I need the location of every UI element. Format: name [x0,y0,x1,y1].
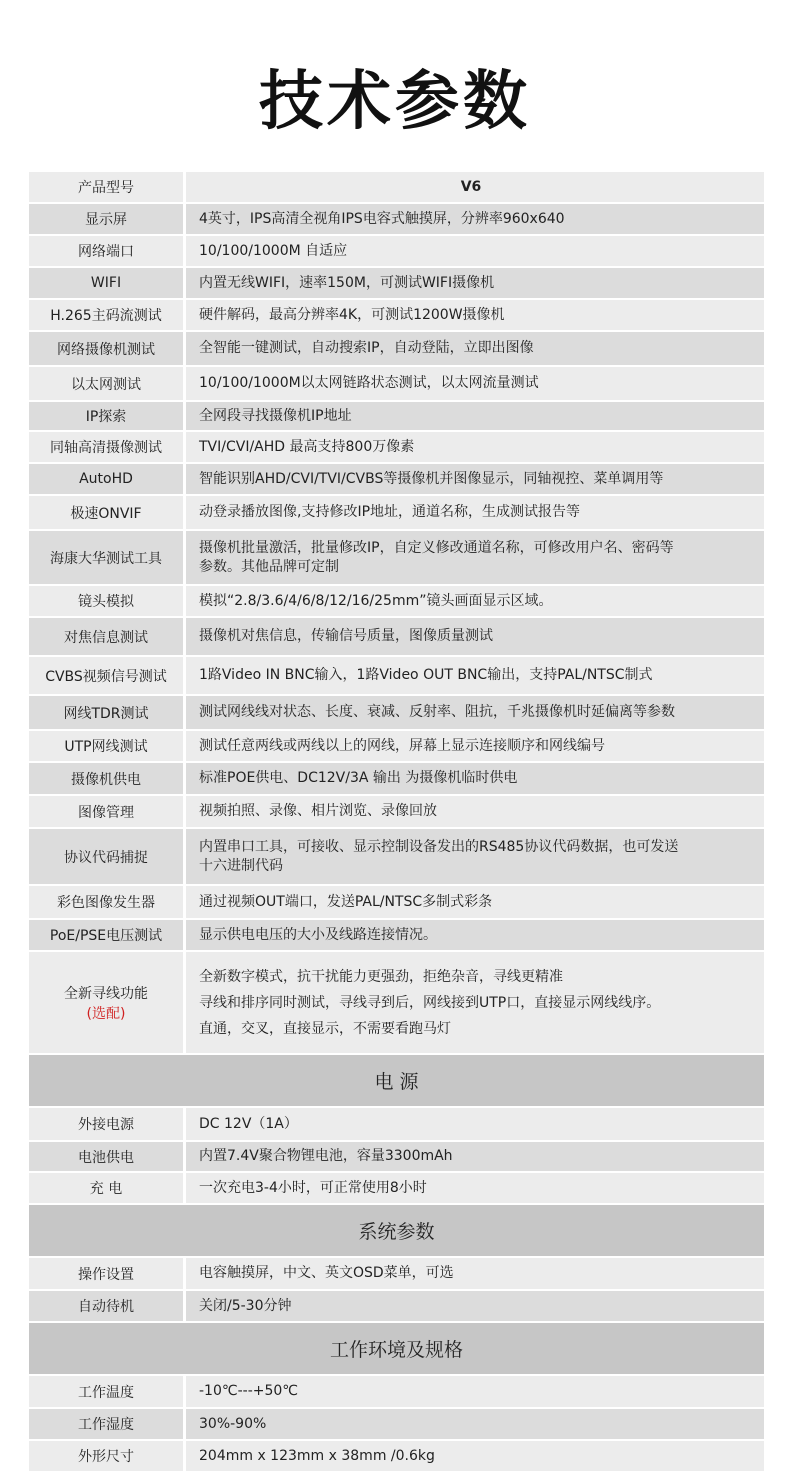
table-row [29,696,764,731]
row-value-line: 摄像机批量激活，批量修改IP，自定义修改通道名称，可修改用户名、密码等 [199,539,674,556]
row-value-line: 视频拍照、录像、相片浏览、录像回放 [199,803,437,819]
row-value [186,236,764,266]
row-label-text: 操作设置 [78,1266,134,1283]
row-value [186,531,764,584]
row-value-line: V6 [460,178,482,195]
row-label [29,464,186,494]
row-value-line: 全网段寻找摄像机IP地址 [199,407,352,424]
row-value [186,332,764,365]
table-row [29,432,764,464]
system-table [29,1258,764,1323]
row-label [29,367,186,400]
row-label-text: 网络端口 [78,244,134,260]
table-row [29,1409,764,1441]
section-header-power: 电 源 [29,1055,764,1108]
row-label-text: 图像管理 [78,804,134,821]
row-label-text: UTP网线测试 [64,739,148,755]
row-value [186,268,764,298]
row-value-line: 关闭/5-30分钟 [199,1297,292,1314]
table-row [29,367,764,402]
row-label-text: 摄像机供电 [71,771,141,788]
row-label-text: PoE/PSE电压测试 [49,928,163,944]
row-value [186,1409,764,1439]
row-value-line: 寻线和排序同时测试，寻线寻到后，网线接到UTP口，直接显示网线线序。 [199,994,661,1011]
row-label-text: 网线TDR测试 [63,705,149,722]
table-row [29,618,764,657]
row-label-text: 工作温度 [78,1384,134,1401]
row-label-text: 工作湿度 [78,1417,134,1433]
row-value-line: 测试网线线对状态、长度、衰减、反射率、阻抗，千兆摄像机时延偏离等参数 [199,704,675,720]
row-value [186,1291,764,1321]
row-value-line: 30%-90% [199,1415,267,1432]
row-value-line: 十六进制代码 [199,857,283,874]
row-label [29,204,186,234]
table-row [29,300,764,332]
row-value [186,1441,764,1471]
table-row [29,829,764,886]
table-row [29,1376,764,1409]
row-value-line: 通过视频OUT端口，发送PAL/NTSC多制式彩条 [199,893,493,910]
row-value [186,696,764,729]
table-row [29,1173,764,1205]
row-label-text: 海康大华测试工具 [50,550,162,567]
row-label-text: 外形尺寸 [78,1449,134,1465]
row-value [186,172,764,202]
row-value-line: 全新数字模式，抗干扰能力更强劲，拒绝杂音，寻线更精准 [199,968,563,985]
row-label-text: 显示屏 [85,212,127,228]
table-row [29,952,764,1055]
row-value [186,1376,764,1407]
row-value [186,920,764,950]
row-label-text: 协议代码捕捉 [64,849,148,866]
row-label [29,763,186,794]
row-label-text: 镜头模拟 [78,594,134,610]
table-row [29,204,764,236]
table-row [29,1441,764,1473]
row-value [186,1173,764,1203]
row-label-text: 极速ONVIF [70,505,142,522]
row-label [29,402,186,430]
row-value-line: 电容触摸屏，中文、英文OSD菜单，可选 [199,1265,454,1281]
row-value-line: 硬件解码，最高分辨率4K，可测试1200W摄像机 [199,306,505,323]
row-value-line: 显示供电电压的大小及线路连接情况。 [199,926,437,943]
row-label [29,531,186,584]
row-label-text: 产品型号 [78,180,134,196]
row-label [29,1291,186,1321]
row-label [29,696,186,729]
row-value [186,886,764,918]
row-value [186,402,764,430]
row-label-text: 自动待机 [78,1299,134,1315]
row-label-text: WIFI [90,275,122,291]
row-value [186,496,764,529]
table-row [29,268,764,300]
row-label-text: 全新寻线功能 [64,985,148,1002]
row-value-line: 摄像机对焦信息，传输信号质量，图像质量测试 [199,628,493,644]
table-row [29,236,764,268]
row-value-line: -10℃---+50℃ [199,1383,299,1399]
row-label [29,731,186,761]
row-value-line: 直通，交叉，直接显示，不需要看跑马灯 [199,1020,451,1037]
row-label [29,886,186,918]
row-value-line: 测试任意两线或两线以上的网线，屏幕上显示连接顺序和网线编号 [199,737,605,754]
row-label [29,1142,186,1171]
row-label [29,657,186,694]
row-label [29,618,186,655]
row-label-text: 以太网测试 [71,376,141,393]
row-label-text: CVBS视频信号测试 [45,668,167,685]
row-value [186,464,764,494]
row-label [29,829,186,884]
page-title: 技术参数 [259,65,531,139]
row-value [186,1108,764,1140]
row-value-line: 一次充电3-4小时，可正常使用8小时 [199,1179,427,1196]
row-value [186,829,764,884]
row-value-line: DC 12V（1A） [199,1115,298,1132]
row-value-line: 智能识别AHD/CVI/TVI/CVBS等摄像机并图像显示，同轴视控、菜单调用等 [199,470,664,487]
row-label [29,332,186,365]
table-row [29,1258,764,1291]
row-label [29,920,186,950]
row-value [186,367,764,400]
spec-sheet [29,172,764,1473]
row-label [29,1409,186,1439]
row-value [186,586,764,616]
row-value-line: 1路Video IN BNC输入，1路Video OUT BNC输出，支持PAL/NTSC制式 [199,667,653,683]
table-row [29,332,764,367]
row-label [29,236,186,266]
row-value [186,204,764,234]
row-label [29,300,186,330]
row-label [29,952,186,1053]
table-row [29,586,764,618]
spec-table [29,172,764,1055]
row-value-line: 内置无线WIFI，速率150M，可测试WIFI摄像机 [199,274,495,291]
row-value-line: 参数。其他品牌可定制 [199,558,339,575]
power-table [29,1108,764,1205]
row-label-text: 充 电 [89,1181,123,1197]
row-value-line: 标准POE供电、DC12V/3A 输出 为摄像机临时供电 [199,770,518,786]
row-label-text: 对焦信息测试 [64,629,148,646]
row-value-line: 动登录播放图像,支持修改IP地址，通道名称，生成测试报告等 [199,504,581,520]
row-label [29,1376,186,1407]
row-label [29,172,186,202]
table-row [29,531,764,586]
optional-badge: (选配) [86,1005,126,1022]
environment-table [29,1376,764,1473]
row-label-text: 网络摄像机测试 [57,341,155,358]
row-value [186,618,764,655]
table-row [29,886,764,920]
row-label [29,432,186,462]
table-row [29,1291,764,1323]
row-value [186,1142,764,1171]
row-value-line: 全智能一键测试，自动搜索IP，自动登陆，立即出图像 [199,340,534,356]
row-label [29,1108,186,1140]
row-label [29,586,186,616]
row-label [29,268,186,298]
row-value-line: 内置串口工具，可接收、显示控制设备发出的RS485协议代码数据，也可发送 [199,838,679,855]
table-row [29,464,764,496]
row-label-text: H.265主码流测试 [50,308,162,324]
table-row [29,657,764,696]
row-value [186,952,764,1053]
section-header-environment: 工作环境及规格 [29,1323,764,1376]
row-label [29,1258,186,1289]
row-label [29,796,186,827]
row-label-text: 外接电源 [78,1117,134,1133]
table-row [29,731,764,763]
row-label-text: 彩色图像发生器 [57,895,155,911]
row-value-line: TVI/CVI/AHD 最高支持800万像素 [199,438,415,455]
row-value [186,300,764,330]
row-value [186,763,764,794]
row-value [186,432,764,462]
row-label-text: 同轴高清摄像测试 [50,440,162,456]
row-value-line: 10/100/1000M 自适应 [199,242,348,259]
row-label [29,1173,186,1203]
row-value [186,1258,764,1289]
row-value-line: 模拟“2.8/3.6/4/6/8/12/16/25mm”镜头画面显示区域。 [199,592,553,609]
row-label-text: IP探索 [85,409,127,425]
row-label-text: 电池供电 [78,1149,134,1166]
row-label-text: AutoHD [79,471,133,487]
table-row [29,1108,764,1142]
row-value-line: 4英寸，IPS高清全视角IPS电容式触摸屏，分辨率960x640 [199,210,565,227]
section-header-system: 系统参数 [29,1205,764,1258]
table-row [29,763,764,796]
row-value [186,657,764,694]
row-label [29,1441,186,1471]
row-value-line: 10/100/1000M以太网链路状态测试，以太网流量测试 [199,375,539,391]
table-row [29,172,764,204]
table-row [29,796,764,829]
row-value-line: 内置7.4V聚合物锂电池，容量3300mAh [199,1148,453,1164]
table-row [29,496,764,531]
row-value [186,796,764,827]
table-row [29,1142,764,1173]
row-label [29,496,186,529]
table-row [29,402,764,432]
row-value-line: 204mm x 123mm x 38mm /0.6kg [199,1447,435,1464]
row-value [186,731,764,761]
table-row [29,920,764,952]
